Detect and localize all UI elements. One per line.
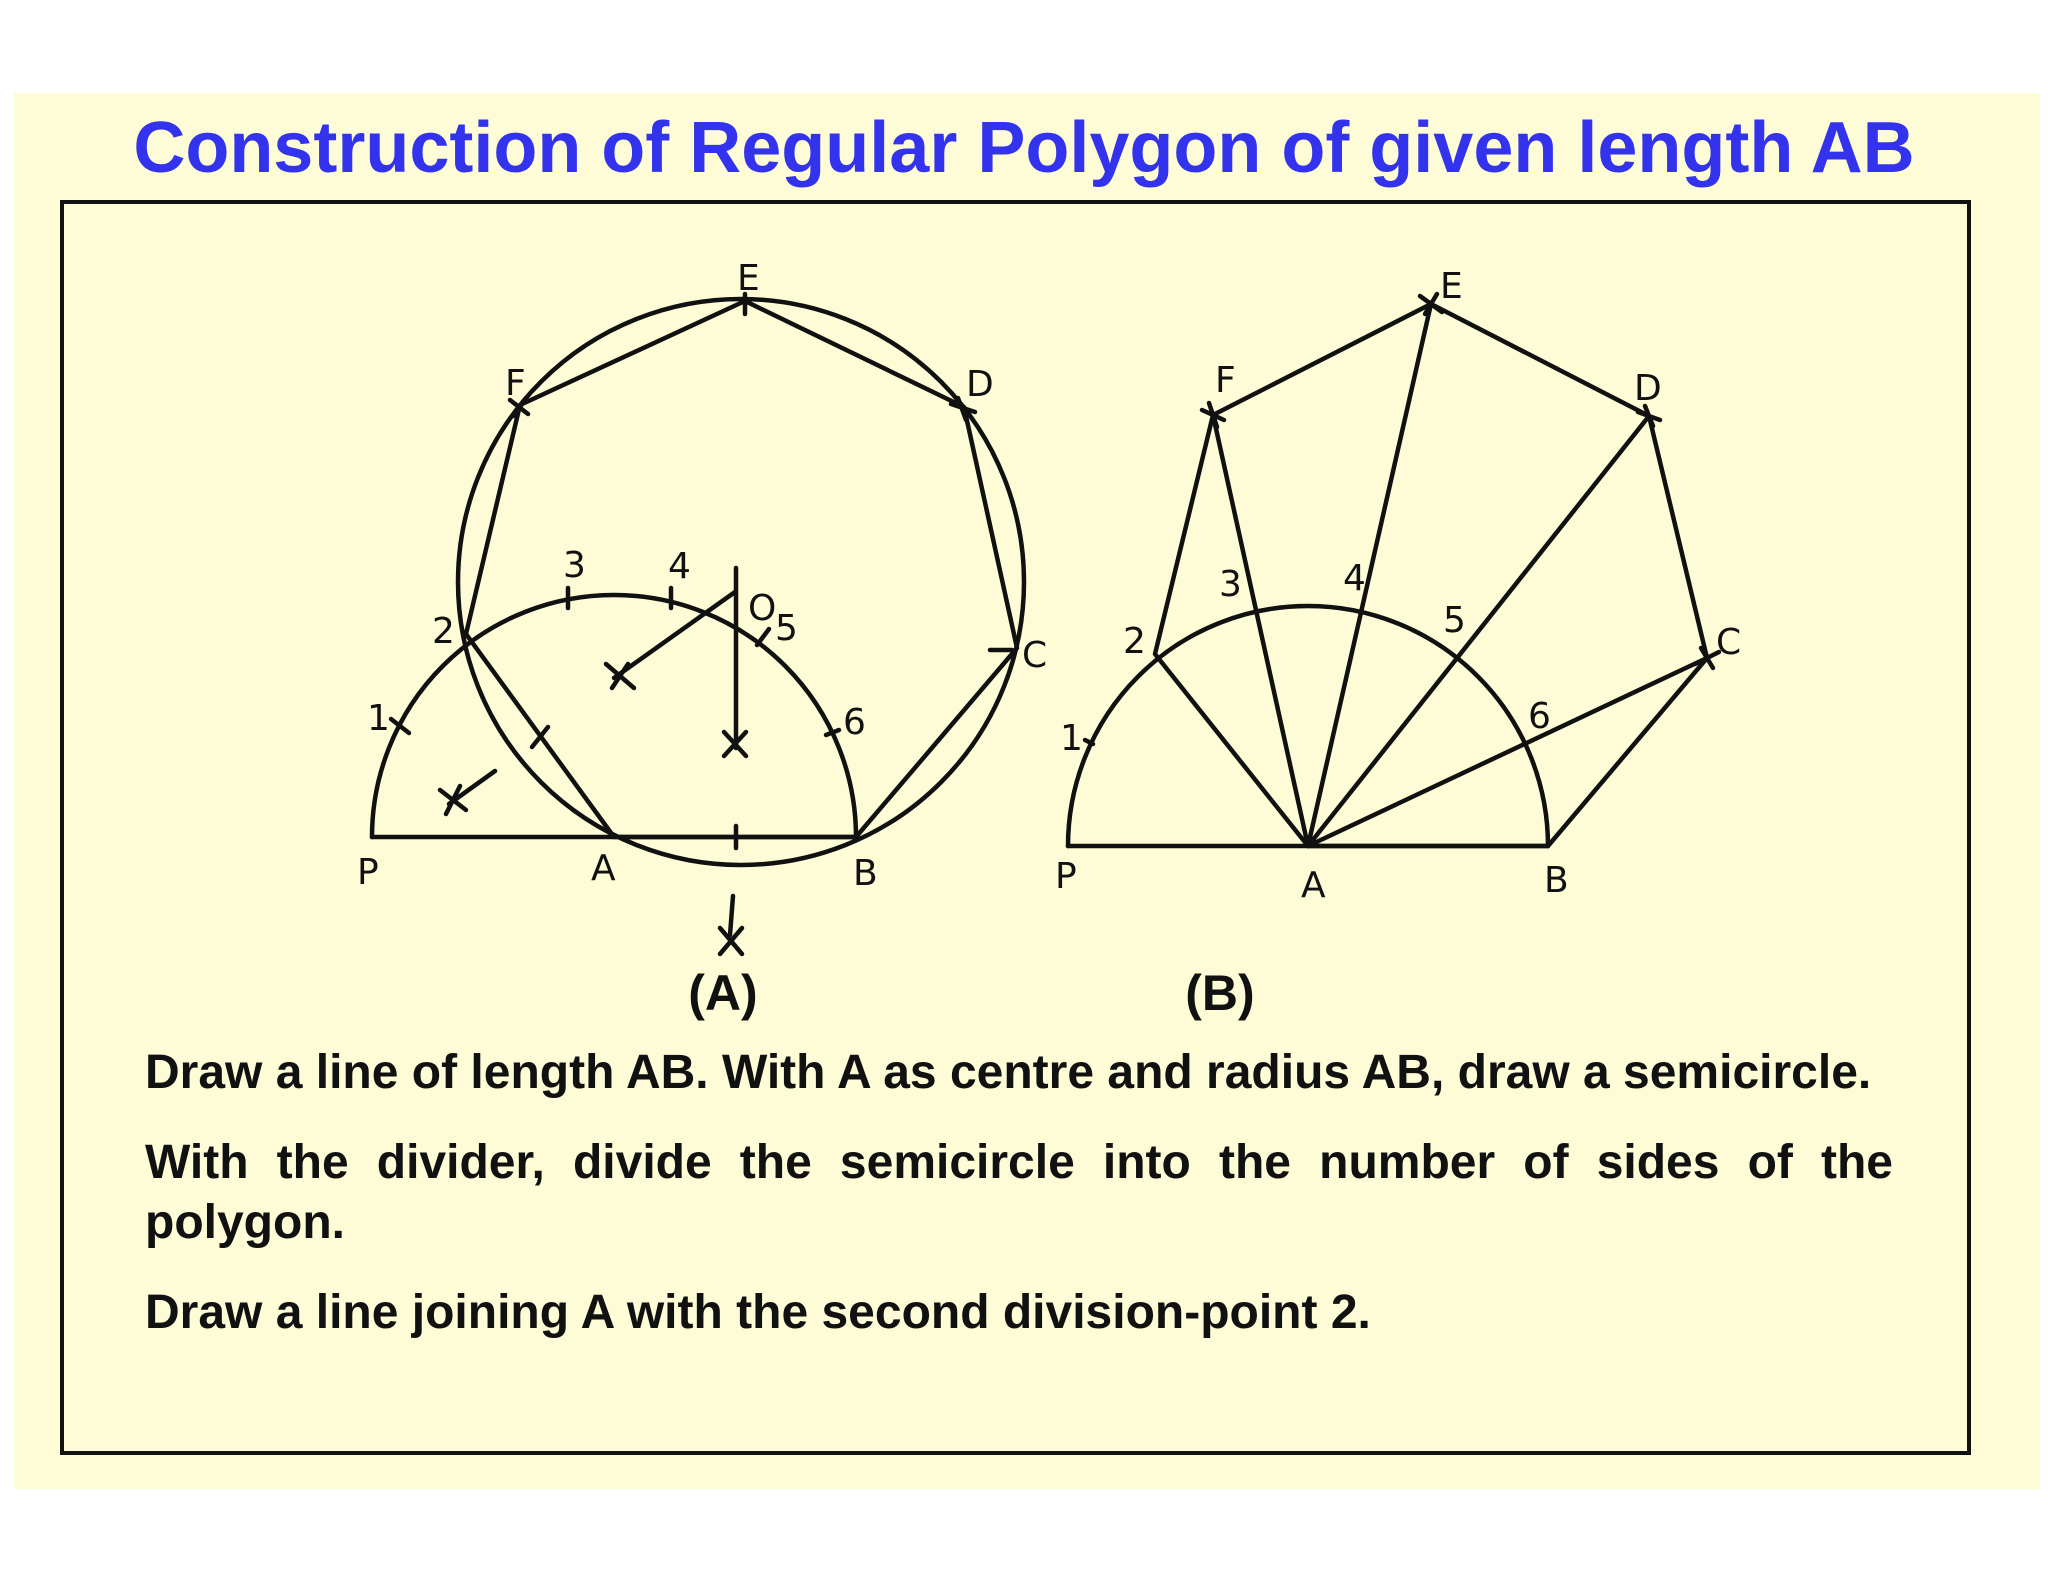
figure-a-bisector-ab-lower (730, 896, 733, 935)
figure-b-label-b: B (1544, 860, 1569, 901)
figure-b (1055, 266, 1741, 1021)
figure-a-circumcircle (458, 299, 1024, 865)
figure-a-label-6: 6 (843, 702, 866, 743)
figure-b-label-e: E (1440, 266, 1463, 307)
figure-a-bisector-a2-cross-bottom (440, 786, 466, 814)
figure-b-ray-d (1308, 416, 1649, 846)
figure-a-label-b: B (853, 853, 878, 894)
figure-a-label-d: D (966, 364, 994, 405)
figure-b-ray-c (1308, 658, 1707, 846)
figure-a-caption: (A) (688, 965, 758, 1021)
figure-b-label-4: 4 (1343, 558, 1366, 599)
figure-b-label-p: P (1055, 856, 1077, 897)
figure-b-label-5: 5 (1443, 600, 1466, 641)
figure-a-label-4: 4 (668, 546, 691, 587)
figure-b-label-3: 3 (1219, 564, 1242, 605)
figure-a-label-c: C (1022, 635, 1048, 676)
figure-b-label-c: C (1716, 622, 1742, 663)
figure-b-ray-f (1213, 415, 1308, 846)
figure-a-tick-6 (826, 730, 839, 735)
figure-b-ray-e (1308, 304, 1431, 846)
instruction-steps (145, 1043, 1893, 1373)
figure-a-label-3: 3 (563, 545, 586, 586)
figure-a-label-a: A (591, 848, 616, 889)
figure-a-label-p: P (357, 852, 379, 893)
figure-a-tick-5 (757, 629, 769, 645)
figure-b-label-a: A (1301, 865, 1326, 906)
figure-a (357, 258, 1047, 1021)
figure-b-caption: (B) (1185, 965, 1255, 1021)
step-1: Draw a line of length AB. With A as centre and radius AB, draw a semicircle. (145, 1046, 1872, 1099)
figure-b-label-6: 6 (1528, 696, 1551, 737)
figure-b-label-2: 2 (1123, 621, 1146, 662)
figure-a-label-o: O (748, 588, 777, 629)
figure-a-label-2: 2 (432, 611, 455, 652)
page-title: Construction of Regular Polygon of given length AB (133, 108, 1915, 188)
figure-b-label-d: D (1634, 368, 1662, 409)
figure-a-label-5: 5 (775, 608, 798, 649)
figure-b-label-f: F (1215, 360, 1236, 401)
step-3: Draw a line joining A with the second division-point 2. (145, 1286, 1371, 1339)
step-2: With the divider, divide the semicircle into the number of sides of the polygon. (145, 1136, 1893, 1249)
figure-b-label-1: 1 (1060, 718, 1083, 759)
figure-a-polygon (466, 301, 1017, 837)
figure-a-label-e: E (737, 258, 760, 299)
figure-a-label-1: 1 (367, 698, 390, 739)
figure-a-label-f: F (505, 363, 526, 404)
